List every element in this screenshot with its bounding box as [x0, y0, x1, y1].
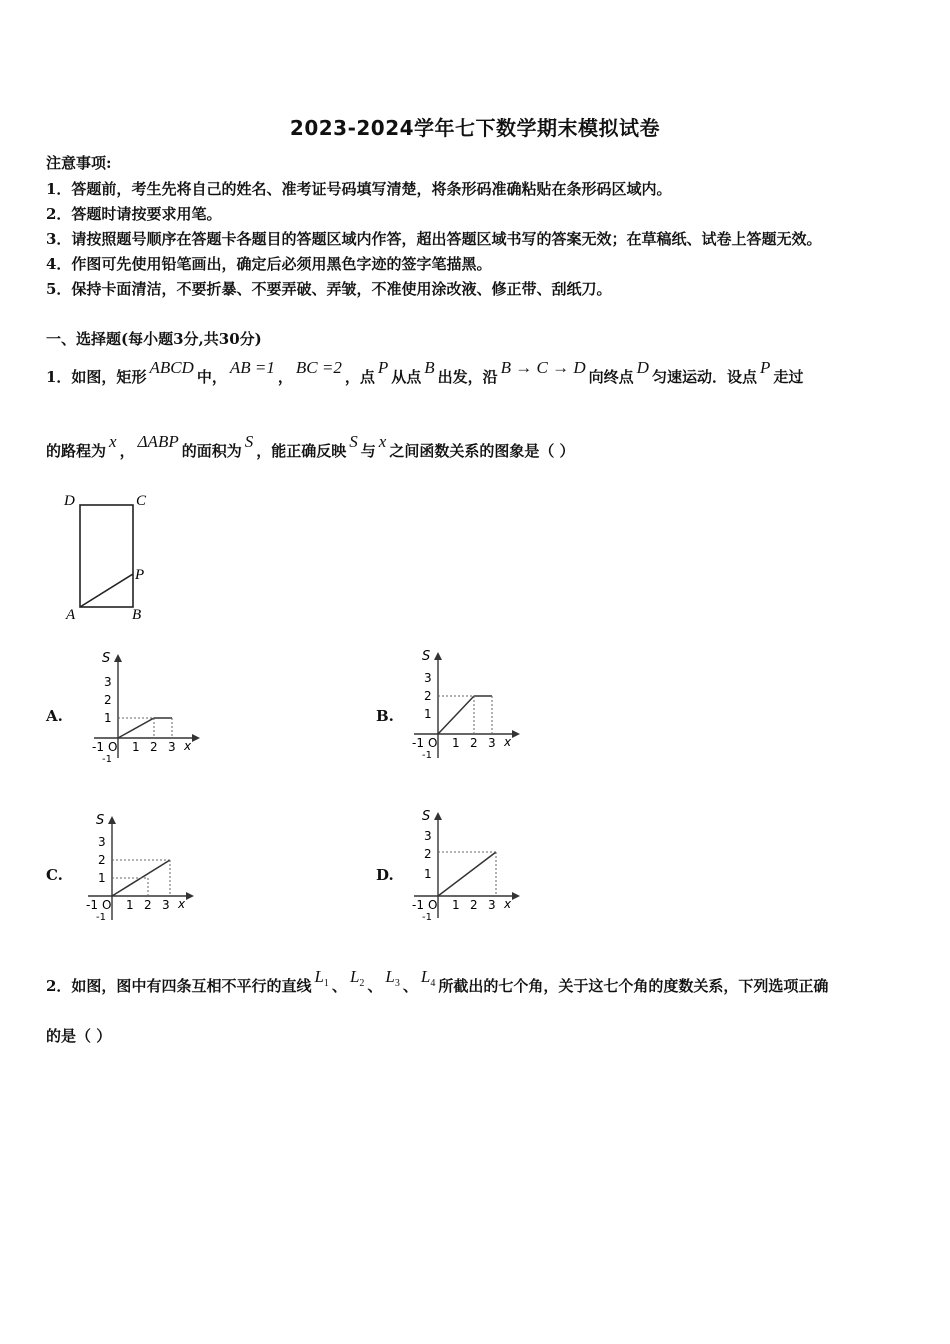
label-p: P — [135, 567, 145, 583]
q2-line1 — [46, 967, 829, 996]
tick-neg-y: -1 — [96, 912, 106, 923]
l1-letter: L — [314, 967, 324, 986]
axis-label-x: x — [504, 735, 512, 749]
math-l4 — [418, 967, 438, 989]
section-heading: 一、选择题(每小题3分,共30分) — [46, 330, 262, 348]
option-c-label[interactable]: C. — [46, 866, 63, 884]
q2-sep: 、 — [331, 977, 347, 995]
q1-text: 1．如图，矩形 — [46, 368, 147, 386]
tick-x: 3 — [488, 736, 496, 750]
tick-neg-y: -1 — [102, 754, 112, 765]
tick-y: 2 — [424, 847, 432, 861]
math-bc: BC =2 — [295, 358, 342, 377]
graph-line — [438, 852, 496, 896]
math-b: B — [424, 358, 435, 377]
tick-neg-y: -1 — [422, 912, 432, 923]
q2-sep: 、 — [367, 977, 383, 995]
y-axis-arrow — [108, 816, 116, 824]
tick-x: 1 — [452, 736, 460, 750]
segment-ap — [80, 574, 133, 607]
y-axis-arrow — [114, 654, 122, 662]
origin-label: O — [102, 898, 112, 912]
math-abp: ΔABP — [137, 432, 179, 451]
q1-text: 的面积为 — [181, 442, 242, 460]
q1-text: 之间函数关系的图象是（ ） — [389, 442, 575, 460]
l3-letter: L — [385, 967, 395, 986]
q1-text: 向终点 — [588, 368, 634, 386]
tick-x: 1 — [132, 740, 140, 754]
q2-text: 2．如图，图中有四条互相不平行的直线 — [46, 977, 312, 995]
label-b: B — [132, 607, 142, 623]
tick-y: 1 — [424, 707, 432, 721]
origin-label: O — [428, 898, 438, 912]
math-s2: S — [349, 432, 358, 451]
l2-subscript: 2 — [359, 978, 365, 989]
tick-neg: -1 — [86, 898, 98, 912]
x-axis-arrow — [192, 734, 200, 742]
notice-item-2: 2．答题时请按要求用笔。 — [46, 205, 222, 223]
q1-text: 从点 — [391, 368, 422, 386]
x-axis-arrow — [512, 892, 520, 900]
q1-text: 匀速运动．设点 — [651, 368, 757, 386]
tick-x: 3 — [168, 740, 176, 754]
q1-text: ，点 — [344, 368, 375, 386]
tick-y: 1 — [98, 871, 106, 885]
rectangle-figure — [58, 488, 158, 628]
math-l3 — [382, 967, 402, 989]
tick-x: 3 — [488, 898, 496, 912]
q1-text: 出发，沿 — [437, 368, 498, 386]
tick-x: 1 — [126, 898, 134, 912]
tick-y: 3 — [98, 835, 106, 849]
math-p: P — [377, 358, 389, 377]
axis-label-s: S — [96, 813, 105, 828]
math-p2: P — [759, 358, 771, 377]
l1-subscript: 1 — [323, 978, 329, 989]
option-a-label[interactable]: A. — [46, 707, 63, 725]
graph-line — [438, 696, 474, 734]
option-d-graph[interactable] — [408, 806, 528, 926]
tick-x: 2 — [150, 740, 158, 754]
notice-item-4: 4．作图可先使用铅笔画出，确定后必须用黑色字迹的签字笔描黑。 — [46, 255, 492, 273]
origin-label: O — [108, 740, 118, 754]
math-abcd: ABCD — [149, 358, 194, 377]
tick-x: 2 — [470, 736, 478, 750]
math-s: S — [244, 432, 254, 451]
notice-item-3: 3．请按照题号顺序在答题卡各题目的答题区域内作答，超出答题区域书写的答案无效；在草稿纸、试卷上答题无效。 — [46, 230, 822, 248]
q1-text: 走过 — [773, 368, 804, 386]
q2-sep: 、 — [402, 977, 418, 995]
axis-label-x: x — [178, 897, 186, 911]
tick-neg: -1 — [412, 736, 424, 750]
origin-label: O — [428, 736, 438, 750]
tick-y: 2 — [104, 693, 112, 707]
notice-item-1: 1．答题前，考生先将自己的姓名、准考证号码填写清楚，将条形码准确粘贴在条形码区域内。 — [46, 180, 672, 198]
tick-y: 1 — [104, 711, 112, 725]
axis-label-x: x — [184, 739, 192, 753]
q1-text: ，能正确反映 — [256, 442, 347, 460]
rect-abcd — [80, 505, 133, 607]
notice-item-5: 5．保持卡面清洁，不要折暴、不要弄破、弄皱，不准使用涂改液、修正带、刮纸刀。 — [46, 280, 612, 298]
axis-label-s: S — [422, 649, 431, 664]
q1-text: ， — [277, 368, 293, 386]
tick-y: 3 — [104, 675, 112, 689]
option-b-graph[interactable] — [408, 646, 528, 766]
math-path: B → C → D — [500, 358, 586, 377]
q1-text: 与 — [360, 442, 376, 460]
option-a-graph[interactable] — [88, 646, 208, 766]
q2-text: 所截出的七个角，关于这七个角的度数关系，下列选项正确 — [438, 977, 829, 995]
math-d: D — [636, 358, 649, 377]
label-d: D — [64, 493, 75, 509]
math-ab: AB =1 — [229, 358, 275, 377]
math-l2 — [347, 967, 367, 989]
q1-text: 中， — [196, 368, 227, 386]
tick-y: 1 — [424, 867, 432, 881]
q1-line1 — [46, 358, 804, 387]
y-axis-arrow — [434, 812, 442, 820]
axis-label-s: S — [422, 809, 431, 824]
label-c: C — [136, 493, 147, 509]
math-x2: x — [378, 432, 387, 451]
x-axis-arrow — [512, 730, 520, 738]
option-b-label[interactable]: B. — [376, 707, 394, 725]
l2-letter: L — [349, 967, 360, 986]
q1-text: 的路程为 — [46, 442, 107, 460]
l3-subscript: 3 — [394, 978, 400, 989]
tick-x: 3 — [162, 898, 170, 912]
option-d-label[interactable]: D. — [376, 866, 394, 884]
tick-y: 3 — [424, 671, 432, 685]
graph-line — [118, 718, 154, 738]
page-title: 2023-2024学年七下数学期末模拟试卷 — [289, 116, 661, 140]
tick-neg: -1 — [412, 898, 424, 912]
notice-heading: 注意事项: — [46, 154, 112, 172]
q1-line2 — [46, 432, 575, 461]
x-axis-arrow — [186, 892, 194, 900]
tick-y: 2 — [98, 853, 106, 867]
tick-y: 3 — [424, 829, 432, 843]
tick-neg: -1 — [92, 740, 104, 754]
tick-x: 2 — [470, 898, 478, 912]
option-c-graph[interactable] — [82, 808, 202, 928]
q1-text: ， — [119, 442, 135, 460]
tick-y: 2 — [424, 689, 432, 703]
q2-line2: 的是（ ） — [46, 1027, 112, 1045]
tick-x: 1 — [452, 898, 460, 912]
math-x: x — [109, 432, 117, 451]
tick-neg-y: -1 — [422, 750, 432, 761]
math-l1 — [311, 967, 331, 989]
y-axis-arrow — [434, 652, 442, 660]
label-a: A — [66, 607, 76, 623]
tick-x: 2 — [144, 898, 152, 912]
l4-letter: L — [420, 967, 431, 986]
l4-subscript: 4 — [430, 978, 436, 989]
axis-label-s: S — [102, 651, 111, 666]
axis-label-x: x — [504, 897, 512, 911]
